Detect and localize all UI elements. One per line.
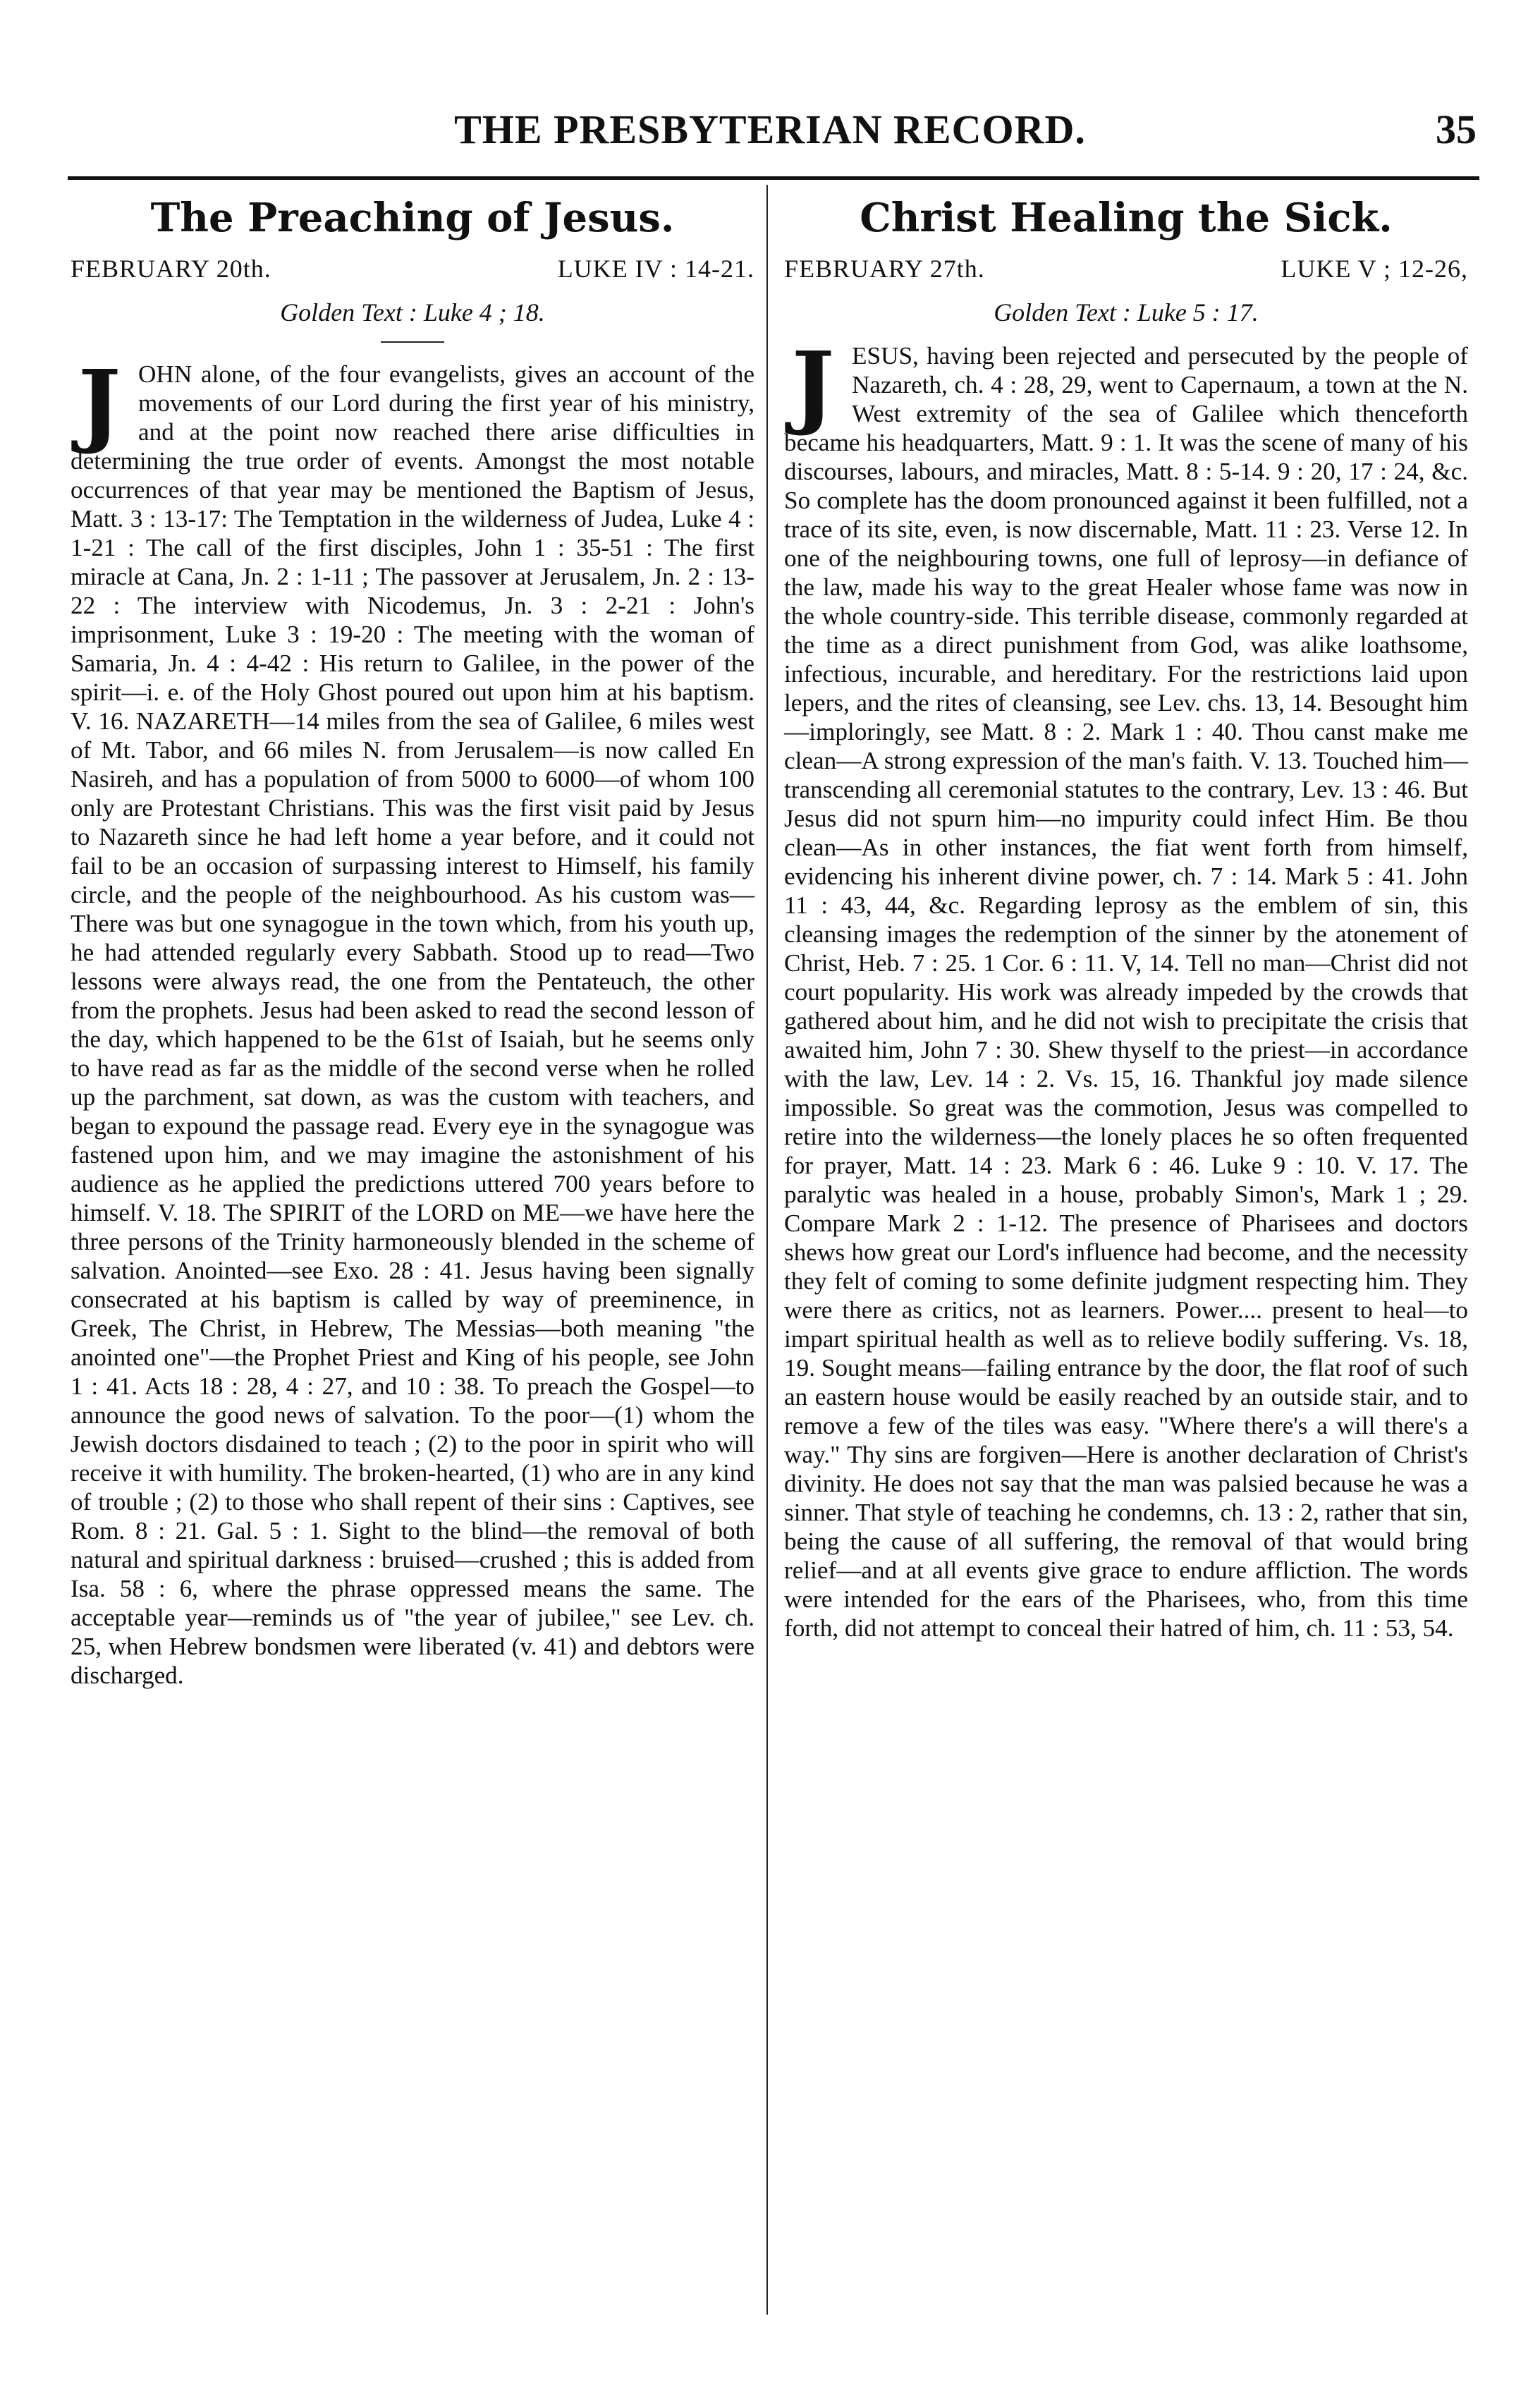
page-number: 35 [1436,106,1477,152]
lesson-reference: LUKE IV : 14-21. [557,255,754,283]
lesson-title: The Preaching of Jesus. [150,195,675,241]
lesson-reference: LUKE V ; 12-26, [1281,255,1468,283]
header-rule [68,176,1479,180]
drop-cap: J [78,351,121,457]
left-column [71,190,754,1690]
publication-title: THE PRESBYTERIAN RECORD. [454,106,1086,152]
lesson-body [784,333,1468,1643]
lesson-meta [71,254,754,284]
lesson-date: FEBRUARY 27th. [784,255,985,283]
section-rule [381,341,444,343]
drop-cap: J [791,333,835,439]
lesson-paragraph: ESUS, having been rejected and persecuted by the people of Nazareth, ch. 4 : 28, 29, went to Capernaum, a town at the N. West extremity of the sea of Galilee which thenceforth became his headquarters, Matt. 9 : 1. It was the scene of many of his discourses, labours, and miracles, Matt. 8 : 5-14. 9 : 20, 17 : 24, &c. So complete has the doom pronounced against it been fulfilled, not a trace of its site, even, is now discernable, Matt. 11 : 23. Verse 12. In one of the neighbouring towns, one full of leprosy—in defiance of the law, made his way to the great Healer whose fame was now in the whole country-side. This terrible disease, commonly regarded at the time as a direct punishment from God, was alike loathsome, infectious, incurable, and hereditary. For the restrictions laid upon lepers, and the rites of cleansing, see Lev. chs. 13, 14. Besought him—imploringly, see Matt. 8 : 2. Mark 1 : 40. Thou canst make me clean—A strong expression of the man's faith. V. 13. Touched him—transcending all ceremonial statutes to the contrary, Lev. 13 : 46. But Jesus did not spurn him—no impurity could infect Him. Be thou clean—As in other instances, the fiat went forth from himself, evidencing his inherent divine power, ch. 7 : 14. Mark 5 : 41. John 11 : 43, 44, &c. Regarding leprosy as the emblem of sin, this cleansing images the redemption of the sinner by the atonement of Christ, Heb. 7 : 25. 1 Cor. 6 : 11. V, 14. Tell no man—Christ did not court popularity. His work was already impeded by the crowds that gathered about him, and he did not wish to precipitate the crisis that awaited him, John 7 : 30. Shew thyself to the priest—in accordance with the law, Lev. 14 : 2. Vs. 15, 16. Thankful joy made silence impossible. So great was the commotion, Jesus was compelled to retire into the wilderness—the lonely places he so often frequented for prayer, Matt. 14 : 23. Mark 6 : 46. Luke 9 : 10. V. 17. The paralytic was healed in a house, probably Simon's, Mark 1 ; 29. Compare Mark 2 : 1-12. The presence of Pharisees and doctors shews how great our Lord's influence had become, and the necessity they felt of coming to some definite judgment respecting him. They were there as critics, not as learners. Power.... present to heal—to impart spiritual health as well as to relieve bodily suffering. Vs. 18, 19. Sought means—failing entrance by the door, the flat roof of such an eastern house would be easily reached by an outside stair, and to remove a few of the tiles was easy. "Where there's a will there's a way." Thy sins are forgiven—Here is another declaration of Christ's divinity. He does not say that the man was palsied because he was a sinner. That style of teaching he condemns, ch. 13 : 2, rather that sin, being the cause of all suffering, the removal of that would bring relief—and at all events give grace to endure affliction. The words were intended for the ears of the Pharisees, who, from this time forth, did not attempt to conceal their hatred of him, ch. 11 : 53, 54. [784,342,1468,1642]
lesson-body [71,351,754,1690]
golden-text: Golden Text : Luke 4 ; 18. [280,298,545,327]
lesson-date: FEBRUARY 20th. [71,255,271,283]
golden-text: Golden Text : Luke 5 : 17. [994,298,1259,327]
lesson-meta [784,254,1468,284]
lesson-paragraph: OHN alone, of the four evangelists, gives an account of the movements of our Lord during the first year of his ministry, and at the point now reached there arise difficulties in determining the true order of events. Amongst the most notable occurrences of that year may be mentioned the Baptism of Jesus, Matt. 3 : 13-17: The Temptation in the wilderness of Judea, Luke 4 : 1-21 : The call of the first disciples, John 1 : 35-51 : The first miracle at Cana, Jn. 2 : 1-11 ; The passover at Jerusalem, Jn. 2 : 13-22 : The interview with Nicodemus, Jn. 3 : 2-21 : John's imprisonment, Luke 3 : 19-20 : The meeting with the woman of Samaria, Jn. 4 : 4-42 : His return to Galilee, in the power of the spirit—i. e. of the Holy Ghost poured out upon him at his baptism. V. 16. NAZARETH—14 miles from the sea of Galilee, 6 miles west of Mt. Tabor, and 66 miles N. from Jerusalem—is now called En Nasireh, and has a population of from 5000 to 6000—of whom 100 only are Protestant Christians. This was the first visit paid by Jesus to Nazareth since he had left home a year before, and it could not fail to be an occasion of surpassing interest to Himself, his family circle, and the people of the neighbourhood. As his custom was—There was but one synagogue in the town which, from his youth up, he had attended regularly every Sabbath. Stood up to read—Two lessons were always read, the one from the Pentateuch, the other from the prophets. Jesus had been asked to read the second lesson of the day, which happened to be the 61st of Isaiah, but he seems only to have read as far as the middle of the second verse when he rolled up the parchment, sat down, as was the custom with teachers, and began to expound the passage read. Every eye in the synagogue was fastened upon him, and we may imagine the astonishment of his audience as he applied the predictions uttered 700 years before to himself. V. 18. The SPIRIT of the LORD on ME—we have here the three persons of the Trinity harmoneously blended in the scheme of salvation. Anointed—see Exo. 28 : 41. Jesus having been signally consecrated at his baptism is called by way of preeminence, in Greek, The Christ, in Hebrew, The Messias—both meaning "the anointed one"—the Prophet Priest and King of his people, see John 1 : 41. Acts 18 : 28, 4 : 27, and 10 : 38. To preach the Gospel—to announce the good news of salvation. To the poor—(1) whom the Jewish doctors disdained to teach ; (2) to the poor in spirit who will receive it with humility. The broken-hearted, (1) who are in any kind of trouble ; (2) to those who shall repent of their sins : Captives, see Rom. 8 : 21. Gal. 5 : 1. Sight to the blind—the removal of both natural and spiritual darkness : bruised—crushed ; this is added from Isa. 58 : 6, where the phrase oppressed means the same. The acceptable year—reminds us of "the year of jubilee," see Lev. ch. 25, when Hebrew bondsmen were liberated (v. 41) and debtors were discharged. [71,360,754,1689]
right-column [784,190,1468,1643]
running-head [56,106,1484,162]
lesson-title: Christ Healing the Sick. [860,195,1393,241]
column-divider [766,185,768,2315]
